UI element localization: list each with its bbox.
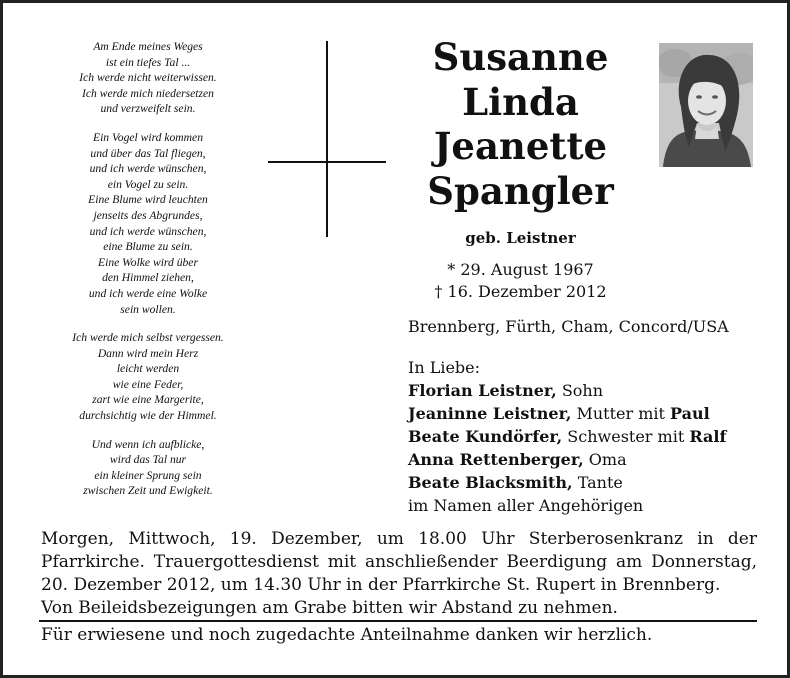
poem-line: Am Ende meines Weges xyxy=(93,40,203,53)
poem-line: Dann wird mein Herz xyxy=(97,346,199,360)
poem-line: durchsichtig wie der Himmel. xyxy=(79,409,217,423)
mourner-relation: Oma xyxy=(583,450,627,469)
cross-horizontal-bar xyxy=(268,161,386,163)
poem-line: Eine Blume wird leuchten xyxy=(88,193,208,207)
mourners-closing: im Namen aller Angehörigen xyxy=(408,496,644,515)
mourner-relation: Mutter mit xyxy=(571,404,671,423)
poem-line: Ich werde mich selbst vergessen. xyxy=(72,331,224,345)
mourner-relation: Tante xyxy=(572,473,623,492)
places-line: Brennberg, Fürth, Cham, Concord/USA xyxy=(408,317,729,336)
poem-line: ist ein tiefes Tal ... xyxy=(105,55,191,69)
mourner-companion: Ralf xyxy=(689,427,727,446)
deceased-name-line: Spangler xyxy=(427,168,614,213)
mourners-intro: In Liebe: xyxy=(408,358,481,377)
mourner-name: Anna Rettenberger, xyxy=(408,450,584,469)
mourner-name: Beate Blacksmith, xyxy=(408,473,573,492)
mourner-line xyxy=(408,402,726,425)
mourner-relation: Schwester mit xyxy=(562,427,690,446)
poem-stanza xyxy=(33,39,263,117)
birth-date: * 29. August 1967 xyxy=(447,260,594,279)
poem-stanza xyxy=(33,130,263,317)
poem-line: eine Blume zu sein. xyxy=(103,240,193,254)
service-details: Morgen, Mittwoch, 19. Dezember, um 18.00 Uhr Sterberosenkranz in der Pfarrkirche. Trauergottesdienst mit anschließender Beerdigung am Donnerstag, 20. Dezember 2012, um 14.30 Uhr in der Pfarrkirche St. Rupert in Brennberg. xyxy=(41,529,757,595)
poem-line: Ich werde nicht weiterwissen. xyxy=(79,71,217,85)
poem-stanza xyxy=(33,330,263,424)
mourner-name: Florian Leistner, xyxy=(408,381,557,400)
mourner-line xyxy=(408,471,726,494)
poem-line: Eine Wolke wird über xyxy=(98,255,198,269)
mourner-name: Beate Kundörfer, xyxy=(408,427,563,446)
thanks-note: Für erwiesene und noch zugedachte Anteilnahme danken wir herzlich. xyxy=(41,625,653,645)
poem-line: Ich werde mich niedersetzen xyxy=(82,86,214,100)
mourner-line xyxy=(408,379,726,402)
poem-line: leicht werden xyxy=(116,362,180,376)
mourner-line xyxy=(408,448,726,471)
poem-line: ein Vogel zu sein. xyxy=(107,177,189,191)
deceased-name-line: Linda xyxy=(462,79,579,124)
mourner-companion: Paul xyxy=(670,404,710,423)
portrait-photo xyxy=(659,43,753,167)
birth-name: geb. Leistner xyxy=(465,229,576,247)
mourners-list xyxy=(408,356,726,517)
poem-line: zwischen Zeit und Ewigkeit. xyxy=(83,484,213,498)
life-dates xyxy=(408,259,633,303)
funeral-announcement xyxy=(41,528,757,620)
mourner-name: Jeaninne Leistner, xyxy=(408,404,572,423)
poem-line: ein kleiner Sprung sein xyxy=(94,468,202,482)
deceased-name-line: Jeanette xyxy=(433,124,608,168)
poem xyxy=(33,39,263,512)
poem-stanza xyxy=(33,437,263,499)
poem-line: wie eine Feder, xyxy=(112,377,184,391)
death-date: † 16. Dezember 2012 xyxy=(434,282,607,301)
deceased-name-line: Susanne xyxy=(432,35,609,79)
poem-line: jenseits des Abgrundes, xyxy=(93,208,203,222)
cross-vertical-bar xyxy=(326,41,328,237)
poem-line: und ich werde eine Wolke xyxy=(88,286,208,300)
poem-line: zart wie eine Margerite, xyxy=(92,393,204,407)
poem-line: und ich werde wünschen, xyxy=(89,224,207,238)
deceased-name xyxy=(408,35,633,213)
poem-line: Ein Vogel wird kommen xyxy=(92,130,203,144)
poem-line: Und wenn ich aufblicke, xyxy=(91,437,205,451)
mourner-relation: Sohn xyxy=(556,381,604,400)
divider xyxy=(39,620,757,622)
poem-line: den Himmel ziehen, xyxy=(102,271,194,285)
poem-line: sein wollen. xyxy=(120,302,176,316)
mourner-line xyxy=(408,425,726,448)
poem-line: wird das Tal nur xyxy=(109,453,187,467)
poem-line: und über das Tal fliegen, xyxy=(90,146,206,160)
poem-line: und verzweifelt sein. xyxy=(100,102,196,116)
condolence-note: Von Beileidsbezeigungen am Grabe bitten wir Abstand zu nehmen. xyxy=(41,598,618,618)
poem-line: und ich werde wünschen, xyxy=(89,162,207,176)
portrait-image xyxy=(659,43,753,167)
